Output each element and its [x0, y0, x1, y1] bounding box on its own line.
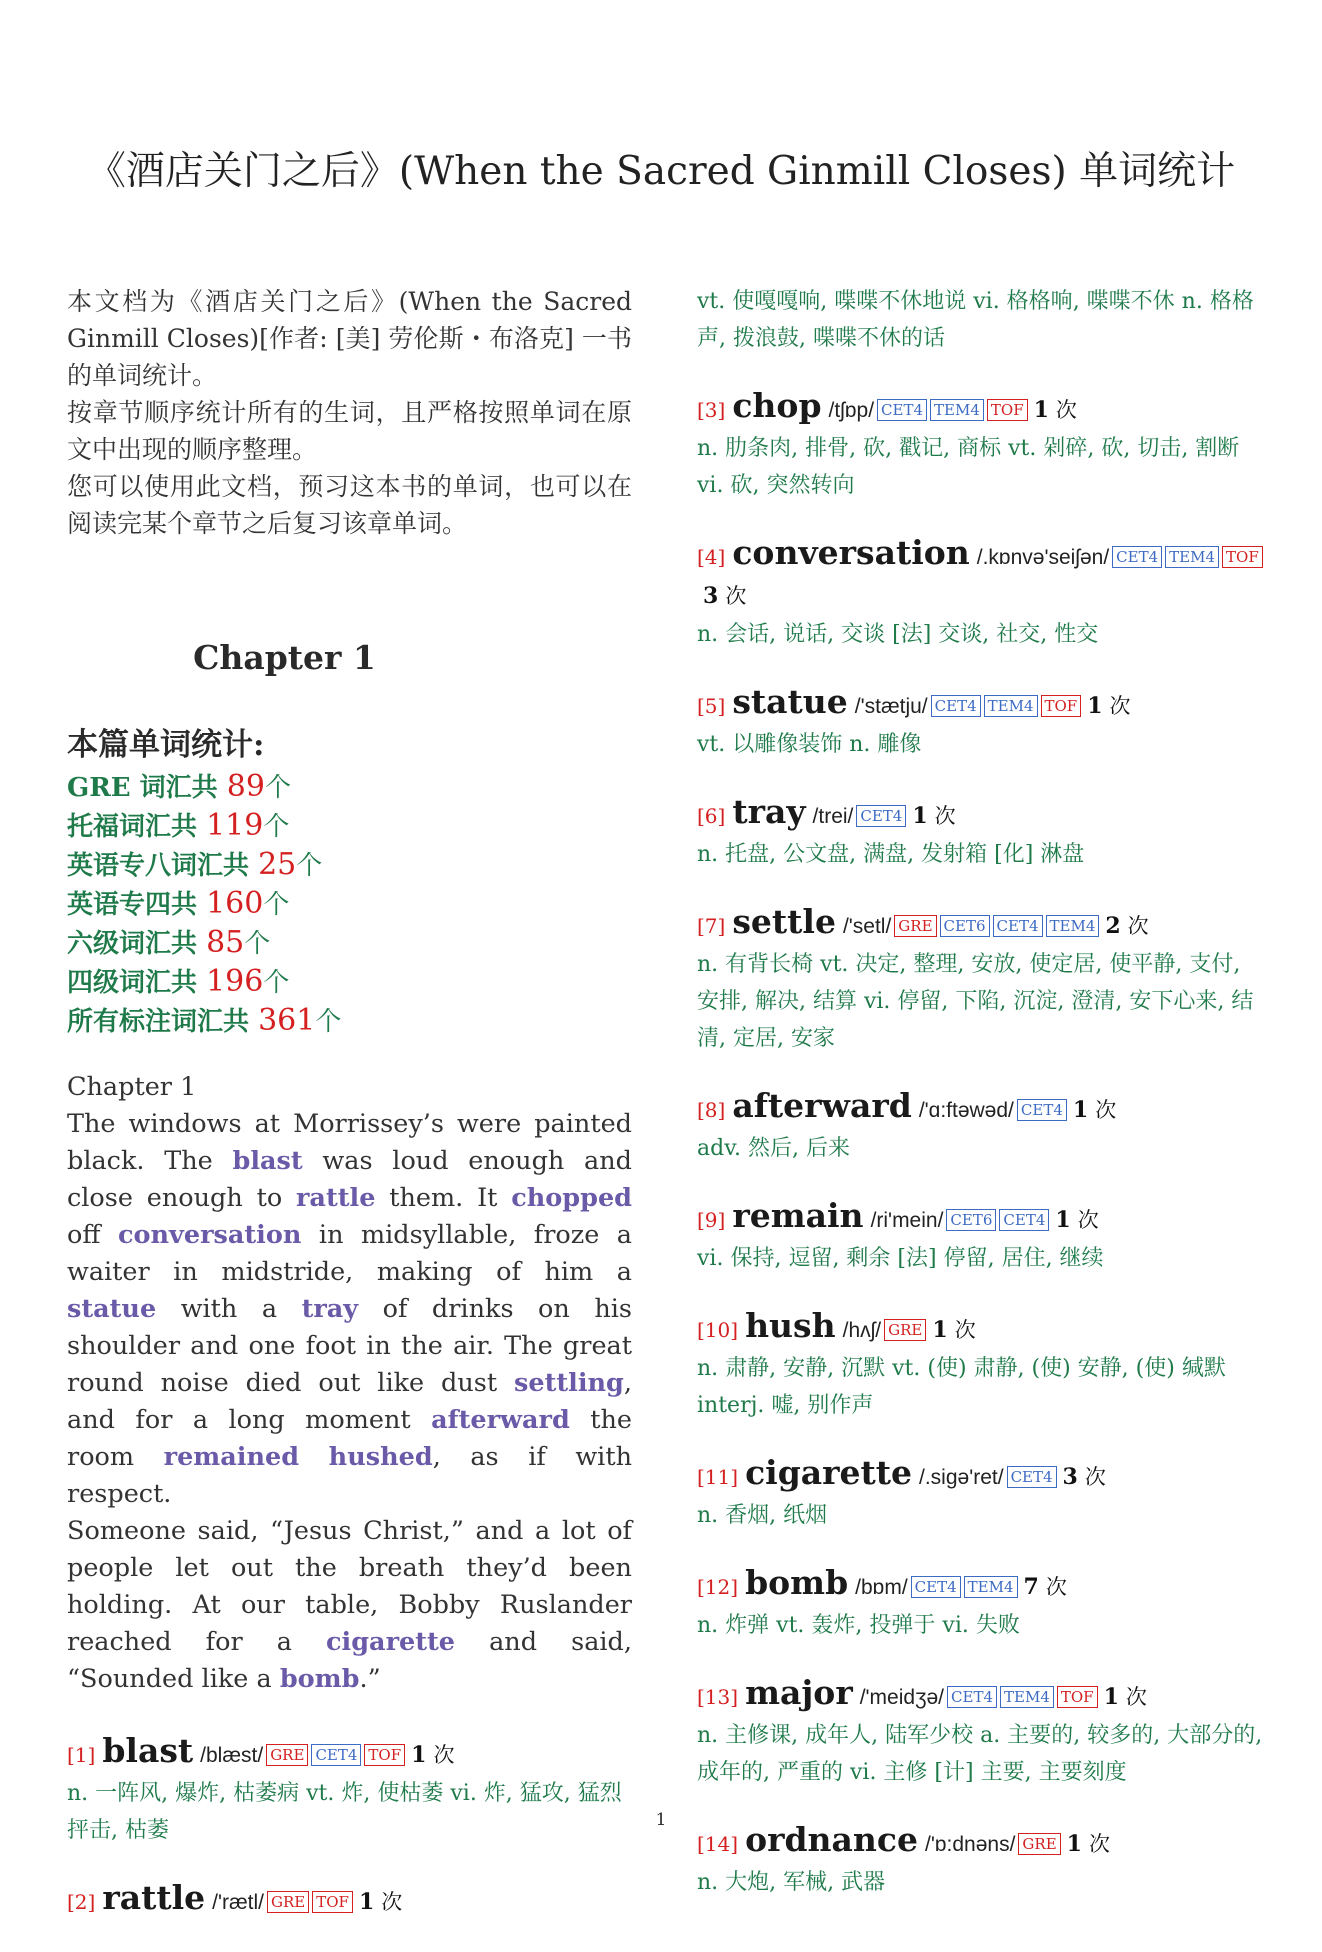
- story-paragraph-1: The windows at Morrissey’s were painted black. The blast was loud enough and close enough to rattle them. It chopped off conversation in midsyllable, froze a waiter in midstride, making of him a statue with a tray of drinks on his shoulder and one foot in the air. The great round noise died out like dust settling, and for a long moment afterward the room remained hushed, as if with respect.: [67, 1109, 632, 1509]
- entry-definition: n. 会话, 说话, 交谈 [法] 交谈, 社交, 性交: [697, 622, 1099, 647]
- entry-word: rattle: [102, 1878, 206, 1917]
- exam-tag: CET4: [1007, 1466, 1057, 1488]
- entry-count: 1: [1033, 397, 1049, 423]
- story-chapter-line: Chapter 1: [67, 1072, 197, 1102]
- count-unit: 次: [1127, 914, 1149, 938]
- entry-count: 1: [1072, 1097, 1089, 1123]
- entry-index: [3]: [697, 398, 726, 422]
- stat-value: 25: [258, 847, 297, 882]
- vocab-entry: [697, 1197, 1264, 1277]
- count-unit: 次: [1084, 1465, 1106, 1489]
- entry-index: [7]: [697, 914, 726, 938]
- entry-header: [697, 683, 1264, 726]
- vocab-entry: [697, 387, 1264, 504]
- stat-item: [67, 885, 632, 924]
- story-paragraph-2: Someone said, “Jesus Christ,” and a lot of people let out the breath they’d been holding. At our table, Bobby Ruslander reached for a cigarette and said, “Sounded like a bomb.”: [67, 1516, 632, 1694]
- stat-unit: 个: [264, 773, 291, 803]
- exam-tag: TOF: [987, 399, 1028, 421]
- vocab-highlight: settling: [514, 1368, 624, 1398]
- exam-tag: TOF: [364, 1744, 405, 1766]
- left-column: [67, 283, 632, 1952]
- entry-header: [697, 534, 1264, 616]
- entry-phonetic: /'ɑ:ftəwəd/: [918, 1099, 1014, 1122]
- intro-line-1: 本文档为《酒店关门之后》(When the Sacred Ginmill Closes)[作者: [美] 劳伦斯・布洛克] 一书的单词统计。: [67, 287, 632, 390]
- count-unit: 次: [934, 804, 956, 828]
- entry-index: [6]: [697, 804, 726, 828]
- count-unit: 次: [1045, 1575, 1067, 1599]
- entry-header: [67, 1732, 632, 1775]
- entry-count: 1: [1055, 1207, 1071, 1233]
- entry-phonetic: /ri'mein/: [870, 1209, 944, 1232]
- stat-value: 196: [206, 964, 264, 999]
- entry-header: [697, 793, 1264, 836]
- vocab-entry: [697, 1564, 1264, 1644]
- intro-line-2: 按章节顺序统计所有的生词，且严格按照单词在原文中出现的顺序整理。: [67, 398, 632, 464]
- exam-tag: TEM4: [964, 1576, 1018, 1598]
- entry-phonetic: /.sigə'ret/: [919, 1466, 1004, 1489]
- exam-tag: CET4: [1017, 1099, 1067, 1121]
- vocab-entry: [697, 1674, 1264, 1791]
- vocab-entry: [697, 793, 1264, 873]
- exam-tag: CET6: [946, 1209, 996, 1231]
- exam-tag: CET4: [911, 1576, 961, 1598]
- vocab-highlight: remained: [163, 1442, 300, 1472]
- entry-word: conversation: [732, 533, 970, 572]
- vocab-highlight: rattle: [296, 1183, 376, 1213]
- stat-label: GRE 词汇共: [67, 773, 218, 803]
- story-text: [67, 1069, 632, 1698]
- exam-tag: TOF: [1041, 695, 1082, 717]
- exam-tag: TEM4: [930, 399, 984, 421]
- stat-unit: 个: [263, 890, 290, 920]
- stat-item: [67, 924, 632, 963]
- exam-tag: GRE: [884, 1319, 926, 1341]
- entry-count: 7: [1023, 1574, 1039, 1600]
- entry-word: bomb: [745, 1563, 849, 1602]
- entry-count: 3: [1062, 1464, 1078, 1490]
- entry-phonetic: /trei/: [812, 805, 854, 828]
- entry-header: [697, 387, 1264, 430]
- entry-word: chop: [732, 386, 822, 425]
- stat-unit: 个: [315, 1007, 342, 1037]
- entry-index: [2]: [67, 1890, 96, 1914]
- entry-header: [697, 1454, 1264, 1497]
- exam-tag: CET6: [940, 915, 990, 937]
- count-unit: 次: [1125, 1685, 1147, 1709]
- exam-tag: GRE: [1018, 1833, 1060, 1855]
- entry-word: settle: [732, 902, 836, 941]
- stat-unit: 个: [296, 851, 323, 881]
- exam-tag: GRE: [894, 915, 936, 937]
- entry-index: [8]: [697, 1098, 726, 1122]
- stat-value: 119: [206, 808, 264, 843]
- exam-tag: TEM4: [984, 695, 1038, 717]
- stat-label: 所有标注词汇共: [67, 1007, 250, 1037]
- right-column: [697, 283, 1264, 1931]
- entry-definition: n. 有背长椅 vt. 决定, 整理, 安放, 使定居, 使平静, 支付, 安排, 解决, 结算 vi. 停留, 下陷, 沉淀, 澄清, 安下心来, 结清, 定居, 安家: [697, 952, 1254, 1051]
- entry-phonetic: /'stætju/: [854, 695, 928, 718]
- entry-header: [697, 1087, 1264, 1130]
- vocab-entry: [697, 683, 1264, 763]
- vocab-highlight: tray: [301, 1294, 359, 1324]
- entry-definition: n. 炸弹 vt. 轰炸, 投弹于 vi. 失败: [697, 1613, 1020, 1638]
- entry-count: 1: [358, 1889, 375, 1915]
- entry-count: 1: [1103, 1684, 1119, 1710]
- intro-line-3: 您可以使用此文档，预习这本书的单词，也可以在阅读完某个章节之后复习该章单词。: [67, 472, 632, 538]
- entry-phonetic: /'setl/: [842, 915, 892, 938]
- continued-definition: vt. 使嘎嘎响, 喋喋不休地说 vi. 格格响, 喋喋不休 n. 格格声, 拨浪鼓, 喋喋不休的话: [697, 289, 1254, 351]
- entry-count: 1: [932, 1317, 948, 1343]
- entry-index: [14]: [697, 1832, 739, 1856]
- count-unit: 次: [1055, 398, 1077, 422]
- vocab-highlight: conversation: [117, 1220, 302, 1250]
- vocab-highlight: blast: [232, 1146, 303, 1176]
- exam-tag: TOF: [1222, 546, 1263, 568]
- entry-phonetic: /tʃɒp/: [828, 399, 875, 422]
- entry-word: blast: [102, 1731, 194, 1770]
- entry-phonetic: /blæst/: [200, 1744, 264, 1767]
- stats-title: 本篇单词统计:: [67, 727, 265, 763]
- stat-unit: 个: [263, 812, 290, 842]
- entry-word: ordnance: [745, 1820, 918, 1859]
- stat-value: 361: [258, 1003, 316, 1038]
- entry-header: [697, 1564, 1264, 1607]
- entry-definition: vi. 保持, 逗留, 剩余 [法] 停留, 居住, 继续: [697, 1246, 1104, 1271]
- entry-phonetic: /'meidʒə/: [859, 1686, 945, 1709]
- page-number: 1: [655, 1810, 667, 1830]
- exam-tag: CET4: [1112, 546, 1162, 568]
- entry-header: [697, 1197, 1264, 1240]
- exam-tag: TEM4: [1046, 915, 1100, 937]
- entry-index: [4]: [697, 545, 726, 569]
- entry-count: 1: [912, 803, 928, 829]
- stat-item: [67, 768, 632, 807]
- count-unit: 次: [1109, 694, 1131, 718]
- exam-tag: CET4: [999, 1209, 1049, 1231]
- stat-unit: 个: [263, 968, 290, 998]
- exam-tag: TEM4: [1165, 546, 1219, 568]
- entry-definition: n. 肋条肉, 排骨, 砍, 戳记, 商标 vt. 剁碎, 砍, 切击, 割断 vi. 砍, 突然转向: [697, 436, 1240, 498]
- entry-definition: n. 肃静, 安静, 沉默 vt. (使) 肃静, (使) 安静, (使) 缄默 interj. 嘘, 别作声: [697, 1356, 1226, 1418]
- entry-count: 1: [411, 1742, 427, 1768]
- stat-value: 85: [206, 925, 245, 960]
- entry-definition: vt. 以雕像装饰 n. 雕像: [697, 732, 922, 757]
- count-unit: 次: [381, 1890, 403, 1914]
- entry-index: [5]: [697, 694, 726, 718]
- stat-item: [67, 807, 632, 846]
- vocab-highlight: cigarette: [326, 1627, 456, 1657]
- entry-word: hush: [745, 1306, 836, 1345]
- exam-tag: CET4: [993, 915, 1043, 937]
- entry-count: 3: [703, 583, 719, 609]
- entry-count: 1: [1087, 693, 1103, 719]
- entry-index: [11]: [697, 1465, 739, 1489]
- vocab-highlight: bomb: [279, 1664, 360, 1694]
- entry-count: 2: [1105, 913, 1121, 939]
- stat-label: 英语专八词汇共: [67, 851, 250, 881]
- entry-index: [1]: [67, 1743, 96, 1767]
- entry-header: [67, 1879, 632, 1922]
- vocab-entry: [697, 1454, 1264, 1534]
- entry-word: tray: [732, 792, 806, 831]
- right-vocab-list: [697, 387, 1264, 1901]
- vocab-entry: [697, 1087, 1264, 1167]
- entry-word: afterward: [732, 1086, 912, 1125]
- entry-definition: n. 大炮, 军械, 武器: [697, 1870, 886, 1895]
- entry-phonetic: /'ɒ:dnəns/: [925, 1833, 1016, 1856]
- stat-value: 160: [206, 886, 264, 921]
- exam-tag: GRE: [266, 1744, 308, 1766]
- vocab-entry: [697, 1307, 1264, 1424]
- intro-text: [67, 283, 632, 542]
- page-title: 《酒店关门之后》(When the Sacred Ginmill Closes) 单词统计: [86, 149, 1236, 194]
- entry-definition: n. 一阵风, 爆炸, 枯萎病 vt. 炸, 使枯萎 vi. 炸, 猛攻, 猛烈抨击, 枯萎: [67, 1781, 622, 1843]
- entry-word: remain: [732, 1196, 864, 1235]
- entry-phonetic: /bɒm/: [855, 1576, 908, 1599]
- entry-header: [697, 1307, 1264, 1350]
- entry-header: [697, 903, 1264, 946]
- vocab-entry: [67, 1879, 632, 1922]
- entry-index: [13]: [697, 1685, 739, 1709]
- exam-tag: CET4: [931, 695, 981, 717]
- count-unit: 次: [1095, 1098, 1117, 1122]
- exam-tag: CET4: [311, 1744, 361, 1766]
- stat-label: 托福词汇共: [67, 812, 198, 842]
- entry-definition: n. 托盘, 公文盘, 满盘, 发射箱 [化] 淋盘: [697, 842, 1085, 867]
- exam-tag: CET4: [877, 399, 927, 421]
- exam-tag: TOF: [1057, 1686, 1098, 1708]
- stat-item: [67, 963, 632, 1002]
- vocab-entry: [697, 1821, 1264, 1901]
- entry-index: [9]: [697, 1208, 726, 1232]
- entry-phonetic: /hʌʃ/: [842, 1319, 882, 1342]
- vocab-entry: [67, 1732, 632, 1849]
- entry-header: [697, 1674, 1264, 1717]
- entry-phonetic: /.kɒnvə'seiʃən/: [976, 546, 1110, 569]
- count-unit: 次: [725, 584, 747, 608]
- entry-index: [10]: [697, 1318, 739, 1342]
- vocab-highlight: chopped: [511, 1183, 632, 1213]
- count-unit: 次: [954, 1318, 976, 1342]
- entry-definition: n. 香烟, 纸烟: [697, 1503, 828, 1528]
- entry-phonetic: /'rætl/: [212, 1891, 264, 1914]
- vocab-entry: [697, 903, 1264, 1057]
- entry-definition: adv. 然后, 后来: [697, 1136, 850, 1161]
- vocab-entry: [697, 534, 1264, 653]
- stat-label: 四级词汇共: [67, 968, 198, 998]
- entry-index: [12]: [697, 1575, 739, 1599]
- exam-tag: TEM4: [1000, 1686, 1054, 1708]
- entry-word: cigarette: [745, 1453, 913, 1492]
- stat-value: 89: [226, 769, 265, 804]
- stat-label: 英语专四共: [67, 890, 198, 920]
- exam-tag: GRE: [267, 1891, 309, 1913]
- stat-item: [67, 1002, 632, 1041]
- stat-unit: 个: [244, 929, 271, 959]
- entry-word: major: [745, 1673, 853, 1712]
- chapter-heading: Chapter 1: [193, 638, 376, 677]
- vocab-highlight: statue: [67, 1294, 157, 1324]
- count-unit: 次: [1088, 1832, 1110, 1856]
- entry-definition: n. 主修课, 成年人, 陆军少校 a. 主要的, 较多的, 大部分的, 成年的, 严重的 vi. 主修 [计] 主要, 主要刻度: [697, 1723, 1263, 1785]
- count-unit: 次: [433, 1743, 455, 1767]
- entry-count: 1: [1066, 1831, 1082, 1857]
- stat-item: [67, 846, 632, 885]
- exam-tag: CET4: [947, 1686, 997, 1708]
- entry-word: statue: [732, 682, 848, 721]
- stats-list: [67, 768, 632, 1041]
- vocab-highlight: hushed: [328, 1442, 433, 1472]
- stat-label: 六级词汇共: [67, 929, 198, 959]
- exam-tag: TOF: [312, 1891, 353, 1913]
- exam-tag: CET4: [856, 805, 906, 827]
- count-unit: 次: [1077, 1208, 1099, 1232]
- vocab-highlight: afterward: [431, 1405, 570, 1435]
